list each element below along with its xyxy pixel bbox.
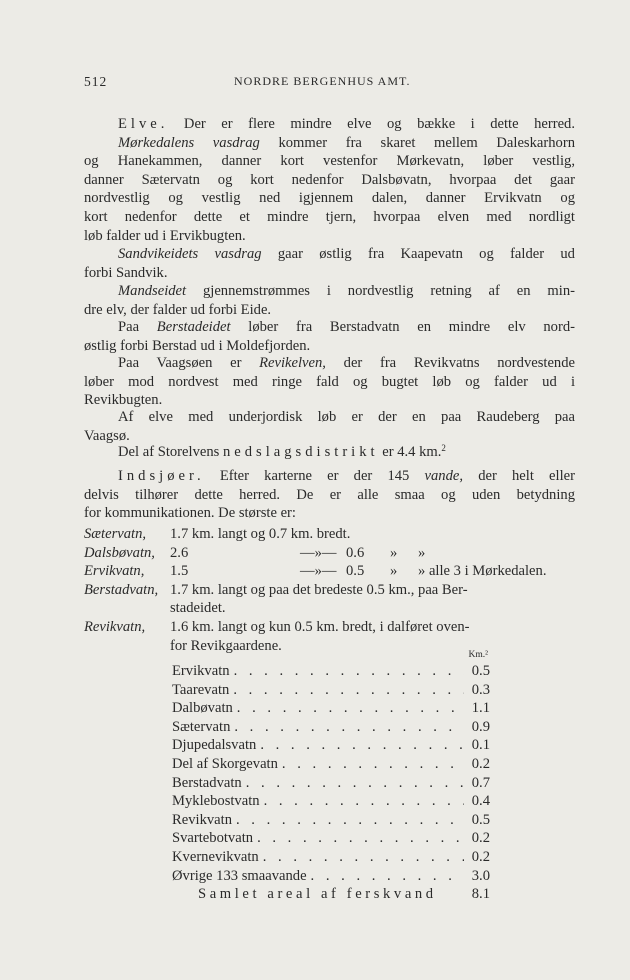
lake-row-continuation: stadeidet.	[170, 600, 226, 617]
running-head: NORDRE BERGENHUS AMT.	[234, 74, 411, 88]
lake-row: Sætervatn, 1.7 km. langt og 0.7 km. bredt.	[84, 526, 351, 542]
table-row: Taarevatn . . . 0.3	[172, 681, 490, 700]
page-number: 512	[84, 74, 108, 89]
section-heading-indsjoer: Indsjøer.	[118, 468, 205, 484]
paragraph-sandvikeidet: Sandvikeidets vasdrag gaar østlig fra Kaapevatn og falder ud forbi Sandvik.	[84, 246, 575, 281]
lake-row: Revikvatn, 1.6 km. langt og kun 0.5 km. bredt, i dalføret oven-	[84, 618, 470, 635]
lake-row: Dalsbøvatn, 2.6 —»— 0.6 » »	[84, 544, 426, 561]
lake-row: Berstadvatn, 1.7 km. langt og paa det bredeste 0.5 km., paa Ber-	[84, 581, 468, 598]
table-row: Myklebostvatn . . . 0.4	[172, 792, 490, 811]
unit-label: Km.²	[468, 650, 488, 660]
total-row	[198, 886, 490, 906]
river-name: Sandvikeidets vasdrag	[118, 246, 262, 262]
section-heading-elve: Elve.	[118, 116, 169, 132]
table-row: Berstadvatn . . . 0.7	[172, 774, 490, 793]
table-row: Djupedalsvatn . . . 0.1	[172, 736, 490, 755]
river-name: Berstadeidet	[156, 319, 231, 335]
lake-row-continuation: for Revikgaardene.	[170, 637, 282, 654]
total-value: 8.1	[471, 886, 490, 902]
table-row: Dalbøvatn . . . 1.1	[172, 699, 490, 718]
paragraph-underjordisk: Af elve med underjordisk løb er der en paa Raudeberg paa Vaagsø.	[84, 409, 575, 444]
river-name: Mandseidet	[118, 283, 187, 299]
table-row: Øvrige 133 smaavande . . . 3.0	[172, 867, 490, 886]
table-row: Sætervatn . . . 0.9	[172, 718, 490, 737]
area-table	[172, 648, 490, 885]
table-row: Del af Skorgevatn . . . 0.2	[172, 755, 490, 774]
river-name: Revikelven,	[259, 355, 326, 371]
table-row: Ervikvatn . . . 0.5	[172, 662, 490, 681]
page-header	[84, 74, 560, 94]
paragraph-berstadeidet: Paa Berstadeidet løber fra Berstadvatn en mindre elv nord- østlig forbi Berstad ud i Moldefjorden.	[84, 319, 575, 354]
lake-list	[84, 525, 575, 655]
table-row: Kvernevikvatn . . . 0.2	[172, 848, 490, 867]
total-label: Samlet areal af ferskvand	[198, 886, 437, 902]
paragraph-elve: Elve. Der er flere mindre elve og bække i dette herred. Mørkedalens vasdrag kommer fra skaret mellem Daleskarhorn og Hanekammen, danner kort vestenfor Mørkevatn, løber vestlig, danner Sætervatn og kort nedenfor Dalsbøvatn, hvorpaa det gaar nordvestlig og vestlig ned igjennem dalen, danner Ervikvatn og kort nedenfor dette et mindre tjern, hvorpaa elven med nordligt løb falder ud i Ervikbugten.	[84, 116, 575, 244]
table-row: Revikvatn . . . 0.5	[172, 811, 490, 830]
lake-row: Ervikvatn, 1.5 —»— 0.5 » » alle 3 i Mørkedalen.	[84, 563, 547, 580]
paragraph-nedslagsdistrikt: Del af Storelvens nedslagsdistrikt er 4.4 km.$^2$	[118, 443, 446, 460]
table-row: Svartebotvatn . . . 0.2	[172, 829, 490, 848]
paragraph-revikelven: Paa Vaagsøen er Revikelven, der fra Revikvatns nordvestende løber mod nordvest med ringe fald og bugtet løb og falder ud i Revikbugten.	[84, 355, 575, 409]
river-name: Mørkedalens vasdrag	[118, 134, 260, 151]
paragraph-mandseidet: Mandseidet gjennemstrømmes i nordvestlig retning af en min- dre elv, der falder ud forbi Eide.	[84, 283, 575, 318]
paragraph-indsjoer: Indsjøer. Efter karterne er der 145 vande, der helt eller delvis tilhører dette herred. De er alle smaa og uden betydning for kommunikationen. De største er:	[84, 468, 575, 522]
